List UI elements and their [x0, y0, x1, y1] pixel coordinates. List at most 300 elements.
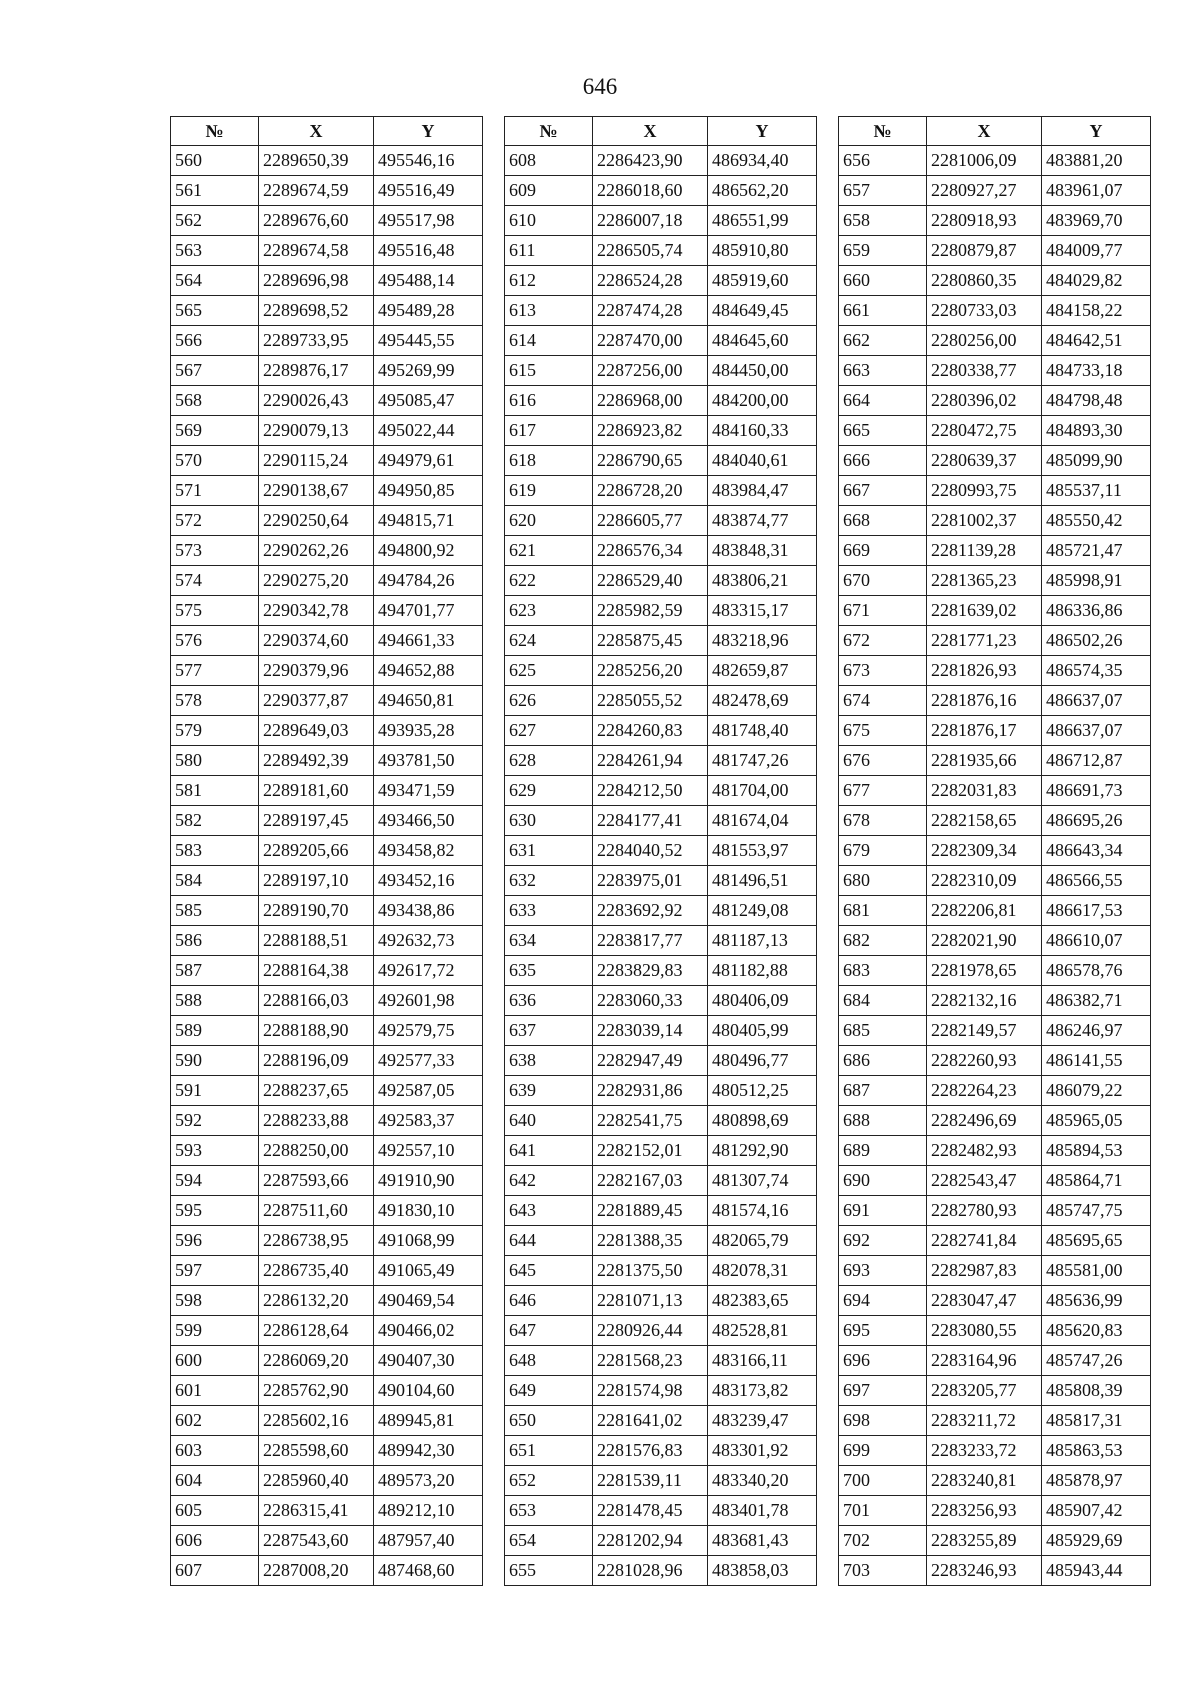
table-row: [171, 1346, 483, 1376]
point-number-cell: 699: [839, 1436, 927, 1466]
x-coordinate-cell: 2290250,64: [259, 506, 374, 536]
x-coordinate-cell: 2284040,52: [593, 836, 708, 866]
table-row: [505, 1406, 817, 1436]
table-row: [839, 146, 1151, 176]
x-coordinate-cell: 2285875,45: [593, 626, 708, 656]
table-row: [171, 986, 483, 1016]
point-number-cell: 700: [839, 1466, 927, 1496]
point-number-cell: 565: [171, 296, 259, 326]
table-row: [839, 656, 1151, 686]
table-row: [171, 956, 483, 986]
table-row: [171, 836, 483, 866]
x-coordinate-cell: 2281202,94: [593, 1526, 708, 1556]
table-row: [171, 476, 483, 506]
x-coordinate-cell: 2288196,09: [259, 1046, 374, 1076]
y-coordinate-cell: 493438,86: [374, 896, 483, 926]
table-row: [505, 1376, 817, 1406]
x-coordinate-cell: 2286738,95: [259, 1226, 374, 1256]
point-number-cell: 592: [171, 1106, 259, 1136]
x-coordinate-cell: 2289649,03: [259, 716, 374, 746]
y-coordinate-cell: 482078,31: [708, 1256, 817, 1286]
point-number-cell: 693: [839, 1256, 927, 1286]
table-row: [171, 1136, 483, 1166]
y-coordinate-cell: 486617,53: [1042, 896, 1151, 926]
point-number-cell: 566: [171, 326, 259, 356]
x-coordinate-cell: 2286018,60: [593, 176, 708, 206]
x-coordinate-cell: 2288164,38: [259, 956, 374, 986]
point-number-cell: 611: [505, 236, 593, 266]
x-coordinate-cell: 2281876,17: [927, 716, 1042, 746]
point-number-cell: 670: [839, 566, 927, 596]
point-number-cell: 649: [505, 1376, 593, 1406]
x-coordinate-cell: 2286968,00: [593, 386, 708, 416]
table-row: [505, 1166, 817, 1196]
point-number-cell: 606: [171, 1526, 259, 1556]
y-coordinate-cell: 494800,92: [374, 536, 483, 566]
y-coordinate-cell: 483848,31: [708, 536, 817, 566]
x-coordinate-cell: 2282021,90: [927, 926, 1042, 956]
table-row: [171, 866, 483, 896]
x-coordinate-cell: 2286524,28: [593, 266, 708, 296]
y-coordinate-cell: 486691,73: [1042, 776, 1151, 806]
y-coordinate-cell: 485099,90: [1042, 446, 1151, 476]
x-coordinate-cell: 2281576,83: [593, 1436, 708, 1466]
table-row: [839, 716, 1151, 746]
point-number-cell: 578: [171, 686, 259, 716]
table-header-row: [839, 117, 1151, 146]
table-row: [171, 1166, 483, 1196]
table-row: [505, 926, 817, 956]
y-coordinate-cell: 481748,40: [708, 716, 817, 746]
y-coordinate-cell: 492583,37: [374, 1106, 483, 1136]
y-coordinate-cell: 485998,91: [1042, 566, 1151, 596]
x-coordinate-cell: 2283211,72: [927, 1406, 1042, 1436]
point-number-cell: 604: [171, 1466, 259, 1496]
y-coordinate-cell: 485907,42: [1042, 1496, 1151, 1526]
point-number-cell: 570: [171, 446, 259, 476]
point-number-cell: 646: [505, 1286, 593, 1316]
x-coordinate-cell: 2286728,20: [593, 476, 708, 506]
y-coordinate-cell: 483969,70: [1042, 206, 1151, 236]
table-row: [505, 1256, 817, 1286]
x-coordinate-cell: 2290342,78: [259, 596, 374, 626]
x-coordinate-cell: 2282309,34: [927, 836, 1042, 866]
x-coordinate-cell: 2286923,82: [593, 416, 708, 446]
y-coordinate-cell: 485878,97: [1042, 1466, 1151, 1496]
x-coordinate-cell: 2283233,72: [927, 1436, 1042, 1466]
point-number-cell: 675: [839, 716, 927, 746]
table-row: [171, 356, 483, 386]
y-coordinate-cell: 495269,99: [374, 356, 483, 386]
x-coordinate-cell: 2287256,00: [593, 356, 708, 386]
point-number-cell: 672: [839, 626, 927, 656]
table-row: [171, 536, 483, 566]
table-row: [839, 1046, 1151, 1076]
x-coordinate-cell: 2281002,37: [927, 506, 1042, 536]
y-coordinate-cell: 486695,26: [1042, 806, 1151, 836]
point-number-cell: 650: [505, 1406, 593, 1436]
point-number-cell: 574: [171, 566, 259, 596]
table-row: [505, 956, 817, 986]
y-coordinate-cell: 493471,59: [374, 776, 483, 806]
point-number-cell: 634: [505, 926, 593, 956]
x-coordinate-cell: 2282132,16: [927, 986, 1042, 1016]
point-number-cell: 593: [171, 1136, 259, 1166]
point-number-cell: 614: [505, 326, 593, 356]
point-number-cell: 605: [171, 1496, 259, 1526]
point-number-cell: 631: [505, 836, 593, 866]
point-number-cell: 629: [505, 776, 593, 806]
point-number-cell: 564: [171, 266, 259, 296]
y-coordinate-cell: 495517,98: [374, 206, 483, 236]
point-number-cell: 687: [839, 1076, 927, 1106]
y-coordinate-cell: 485636,99: [1042, 1286, 1151, 1316]
y-coordinate-cell: 485747,26: [1042, 1346, 1151, 1376]
point-number-cell: 703: [839, 1556, 927, 1586]
table-row: [839, 476, 1151, 506]
x-coordinate-cell: 2281388,35: [593, 1226, 708, 1256]
x-coordinate-cell: 2290377,87: [259, 686, 374, 716]
x-coordinate-cell: 2282780,93: [927, 1196, 1042, 1226]
x-coordinate-cell: 2282206,81: [927, 896, 1042, 926]
point-number-cell: 697: [839, 1376, 927, 1406]
y-coordinate-cell: 494815,71: [374, 506, 483, 536]
point-number-cell: 669: [839, 536, 927, 566]
y-coordinate-cell: 483858,03: [708, 1556, 817, 1586]
x-coordinate-cell: 2280256,00: [927, 326, 1042, 356]
table-row: [839, 1406, 1151, 1436]
x-coordinate-cell: 2282482,93: [927, 1136, 1042, 1166]
point-number-cell: 635: [505, 956, 593, 986]
point-number-cell: 598: [171, 1286, 259, 1316]
y-coordinate-cell: 481187,13: [708, 926, 817, 956]
table-row: [505, 1136, 817, 1166]
x-coordinate-cell: 2289197,10: [259, 866, 374, 896]
point-number-cell: 633: [505, 896, 593, 926]
y-coordinate-cell: 482065,79: [708, 1226, 817, 1256]
point-number-cell: 661: [839, 296, 927, 326]
x-coordinate-cell: 2282167,03: [593, 1166, 708, 1196]
x-coordinate-cell: 2282541,75: [593, 1106, 708, 1136]
table-row: [171, 566, 483, 596]
table-row: [839, 386, 1151, 416]
y-coordinate-cell: 484158,22: [1042, 296, 1151, 326]
point-number-cell: 652: [505, 1466, 593, 1496]
y-coordinate-cell: 486551,99: [708, 206, 817, 236]
table-row: [505, 1526, 817, 1556]
y-coordinate-cell: 491068,99: [374, 1226, 483, 1256]
x-coordinate-cell: 2287511,60: [259, 1196, 374, 1226]
table-row: [839, 206, 1151, 236]
point-number-cell: 628: [505, 746, 593, 776]
x-coordinate-cell: 2289650,39: [259, 146, 374, 176]
table-row: [171, 1526, 483, 1556]
y-coordinate-cell: 480405,99: [708, 1016, 817, 1046]
point-number-cell: 696: [839, 1346, 927, 1376]
x-coordinate-cell: 2289190,70: [259, 896, 374, 926]
y-coordinate-cell: 486336,86: [1042, 596, 1151, 626]
y-coordinate-cell: 483984,47: [708, 476, 817, 506]
x-coordinate-cell: 2280860,35: [927, 266, 1042, 296]
x-coordinate-cell: 2284212,50: [593, 776, 708, 806]
y-coordinate-cell: 481704,00: [708, 776, 817, 806]
y-coordinate-cell: 491910,90: [374, 1166, 483, 1196]
header-x: X: [593, 117, 708, 146]
point-number-cell: 674: [839, 686, 927, 716]
x-coordinate-cell: 2289674,59: [259, 176, 374, 206]
y-coordinate-cell: 481674,04: [708, 806, 817, 836]
x-coordinate-cell: 2283240,81: [927, 1466, 1042, 1496]
y-coordinate-cell: 486578,76: [1042, 956, 1151, 986]
point-number-cell: 632: [505, 866, 593, 896]
point-number-cell: 582: [171, 806, 259, 836]
x-coordinate-cell: 2287008,20: [259, 1556, 374, 1586]
table-row: [171, 1436, 483, 1466]
table-row: [171, 1226, 483, 1256]
y-coordinate-cell: 486574,35: [1042, 656, 1151, 686]
y-coordinate-cell: 486637,07: [1042, 716, 1151, 746]
y-coordinate-cell: 483881,20: [1042, 146, 1151, 176]
point-number-cell: 685: [839, 1016, 927, 1046]
table-row: [171, 686, 483, 716]
y-coordinate-cell: 485863,53: [1042, 1436, 1151, 1466]
x-coordinate-cell: 2281028,96: [593, 1556, 708, 1586]
y-coordinate-cell: 485919,60: [708, 266, 817, 296]
y-coordinate-cell: 484450,00: [708, 356, 817, 386]
table-row: [839, 1106, 1151, 1136]
point-number-cell: 575: [171, 596, 259, 626]
x-coordinate-cell: 2283692,92: [593, 896, 708, 926]
y-coordinate-cell: 485965,05: [1042, 1106, 1151, 1136]
point-number-cell: 656: [839, 146, 927, 176]
x-coordinate-cell: 2282310,09: [927, 866, 1042, 896]
y-coordinate-cell: 480406,09: [708, 986, 817, 1016]
y-coordinate-cell: 485620,83: [1042, 1316, 1151, 1346]
y-coordinate-cell: 484645,60: [708, 326, 817, 356]
x-coordinate-cell: 2285960,40: [259, 1466, 374, 1496]
point-number-cell: 627: [505, 716, 593, 746]
x-coordinate-cell: 2280918,93: [927, 206, 1042, 236]
table-row: [839, 896, 1151, 926]
table-row: [839, 956, 1151, 986]
x-coordinate-cell: 2284261,94: [593, 746, 708, 776]
x-coordinate-cell: 2286423,90: [593, 146, 708, 176]
table-row: [171, 146, 483, 176]
x-coordinate-cell: 2289676,60: [259, 206, 374, 236]
table-row: [505, 656, 817, 686]
table-row: [171, 1046, 483, 1076]
point-number-cell: 591: [171, 1076, 259, 1106]
x-coordinate-cell: 2281375,50: [593, 1256, 708, 1286]
y-coordinate-cell: 485550,42: [1042, 506, 1151, 536]
y-coordinate-cell: 492601,98: [374, 986, 483, 1016]
table-row: [839, 1166, 1151, 1196]
point-number-cell: 644: [505, 1226, 593, 1256]
table-row: [839, 566, 1151, 596]
table-row: [839, 326, 1151, 356]
x-coordinate-cell: 2283080,55: [927, 1316, 1042, 1346]
header-y: Y: [374, 117, 483, 146]
point-number-cell: 666: [839, 446, 927, 476]
table-row: [171, 596, 483, 626]
y-coordinate-cell: 481553,97: [708, 836, 817, 866]
point-number-cell: 645: [505, 1256, 593, 1286]
table-row: [839, 746, 1151, 776]
y-coordinate-cell: 481307,74: [708, 1166, 817, 1196]
table-row: [171, 1106, 483, 1136]
point-number-cell: 680: [839, 866, 927, 896]
point-number-cell: 639: [505, 1076, 593, 1106]
point-number-cell: 653: [505, 1496, 593, 1526]
table-row: [171, 266, 483, 296]
point-number-cell: 695: [839, 1316, 927, 1346]
table-row: [839, 686, 1151, 716]
table-row: [505, 446, 817, 476]
point-number-cell: 641: [505, 1136, 593, 1166]
table-row: [171, 1496, 483, 1526]
x-coordinate-cell: 2282947,49: [593, 1046, 708, 1076]
x-coordinate-cell: 2287470,00: [593, 326, 708, 356]
point-number-cell: 603: [171, 1436, 259, 1466]
y-coordinate-cell: 493458,82: [374, 836, 483, 866]
x-coordinate-cell: 2290079,13: [259, 416, 374, 446]
point-number-cell: 673: [839, 656, 927, 686]
point-number-cell: 664: [839, 386, 927, 416]
x-coordinate-cell: 2290374,60: [259, 626, 374, 656]
table-row: [171, 1556, 483, 1586]
table-row: [839, 596, 1151, 626]
point-number-cell: 654: [505, 1526, 593, 1556]
y-coordinate-cell: 489573,20: [374, 1466, 483, 1496]
table-row: [505, 1466, 817, 1496]
x-coordinate-cell: 2282158,65: [927, 806, 1042, 836]
table-row: [171, 1256, 483, 1286]
y-coordinate-cell: 490469,54: [374, 1286, 483, 1316]
y-coordinate-cell: 489212,10: [374, 1496, 483, 1526]
y-coordinate-cell: 486566,55: [1042, 866, 1151, 896]
table-row: [505, 296, 817, 326]
point-number-cell: 643: [505, 1196, 593, 1226]
table-row: [839, 176, 1151, 206]
point-number-cell: 677: [839, 776, 927, 806]
point-number-cell: 562: [171, 206, 259, 236]
y-coordinate-cell: 484733,18: [1042, 356, 1151, 386]
point-number-cell: 599: [171, 1316, 259, 1346]
point-number-cell: 624: [505, 626, 593, 656]
x-coordinate-cell: 2281574,98: [593, 1376, 708, 1406]
coordinates-table-3: [838, 116, 1151, 1586]
point-number-cell: 636: [505, 986, 593, 1016]
y-coordinate-cell: 482383,65: [708, 1286, 817, 1316]
point-number-cell: 560: [171, 146, 259, 176]
point-number-cell: 596: [171, 1226, 259, 1256]
y-coordinate-cell: 480512,25: [708, 1076, 817, 1106]
y-coordinate-cell: 494979,61: [374, 446, 483, 476]
x-coordinate-cell: 2285256,20: [593, 656, 708, 686]
point-number-cell: 569: [171, 416, 259, 446]
table-row: [505, 1556, 817, 1586]
x-coordinate-cell: 2280927,27: [927, 176, 1042, 206]
x-coordinate-cell: 2281641,02: [593, 1406, 708, 1436]
y-coordinate-cell: 484160,33: [708, 416, 817, 446]
x-coordinate-cell: 2281889,45: [593, 1196, 708, 1226]
point-number-cell: 678: [839, 806, 927, 836]
y-coordinate-cell: 485537,11: [1042, 476, 1151, 506]
y-coordinate-cell: 486141,55: [1042, 1046, 1151, 1076]
y-coordinate-cell: 494950,85: [374, 476, 483, 506]
y-coordinate-cell: 492579,75: [374, 1016, 483, 1046]
point-number-cell: 647: [505, 1316, 593, 1346]
table-row: [839, 356, 1151, 386]
y-coordinate-cell: 483401,78: [708, 1496, 817, 1526]
point-number-cell: 584: [171, 866, 259, 896]
page-number: 646: [582, 74, 618, 99]
y-coordinate-cell: 495546,16: [374, 146, 483, 176]
header-x: X: [927, 117, 1042, 146]
point-number-cell: 588: [171, 986, 259, 1016]
x-coordinate-cell: 2286132,20: [259, 1286, 374, 1316]
y-coordinate-cell: 493781,50: [374, 746, 483, 776]
point-number-cell: 617: [505, 416, 593, 446]
y-coordinate-cell: 491830,10: [374, 1196, 483, 1226]
table-row: [505, 1046, 817, 1076]
x-coordinate-cell: 2286790,65: [593, 446, 708, 476]
table-row: [171, 656, 483, 686]
table-row: [839, 1076, 1151, 1106]
y-coordinate-cell: 485929,69: [1042, 1526, 1151, 1556]
y-coordinate-cell: 485581,00: [1042, 1256, 1151, 1286]
table-row: [839, 446, 1151, 476]
y-coordinate-cell: 485808,39: [1042, 1376, 1151, 1406]
point-number-cell: 601: [171, 1376, 259, 1406]
table-row: [171, 1196, 483, 1226]
point-number-cell: 690: [839, 1166, 927, 1196]
y-coordinate-cell: 493935,28: [374, 716, 483, 746]
table-row: [505, 356, 817, 386]
table-row: [839, 1346, 1151, 1376]
point-number-cell: 688: [839, 1106, 927, 1136]
x-coordinate-cell: 2286735,40: [259, 1256, 374, 1286]
x-coordinate-cell: 2286529,40: [593, 566, 708, 596]
x-coordinate-cell: 2286505,74: [593, 236, 708, 266]
table-row: [505, 1226, 817, 1256]
table-row: [505, 236, 817, 266]
x-coordinate-cell: 2284260,83: [593, 716, 708, 746]
header-number: №: [839, 117, 927, 146]
y-coordinate-cell: 486502,26: [1042, 626, 1151, 656]
point-number-cell: 667: [839, 476, 927, 506]
table-row: [839, 1436, 1151, 1466]
y-coordinate-cell: 486562,20: [708, 176, 817, 206]
table-row: [171, 176, 483, 206]
y-coordinate-cell: 480496,77: [708, 1046, 817, 1076]
y-coordinate-cell: 492617,72: [374, 956, 483, 986]
point-number-cell: 567: [171, 356, 259, 386]
table-row: [839, 1526, 1151, 1556]
x-coordinate-cell: 2281639,02: [927, 596, 1042, 626]
point-number-cell: 613: [505, 296, 593, 326]
table-row: [505, 1316, 817, 1346]
table-row: [839, 266, 1151, 296]
table-row: [171, 236, 483, 266]
x-coordinate-cell: 2282931,86: [593, 1076, 708, 1106]
point-number-cell: 577: [171, 656, 259, 686]
x-coordinate-cell: 2290115,24: [259, 446, 374, 476]
x-coordinate-cell: 2283205,77: [927, 1376, 1042, 1406]
y-coordinate-cell: 483173,82: [708, 1376, 817, 1406]
y-coordinate-cell: 495488,14: [374, 266, 483, 296]
y-coordinate-cell: 487468,60: [374, 1556, 483, 1586]
